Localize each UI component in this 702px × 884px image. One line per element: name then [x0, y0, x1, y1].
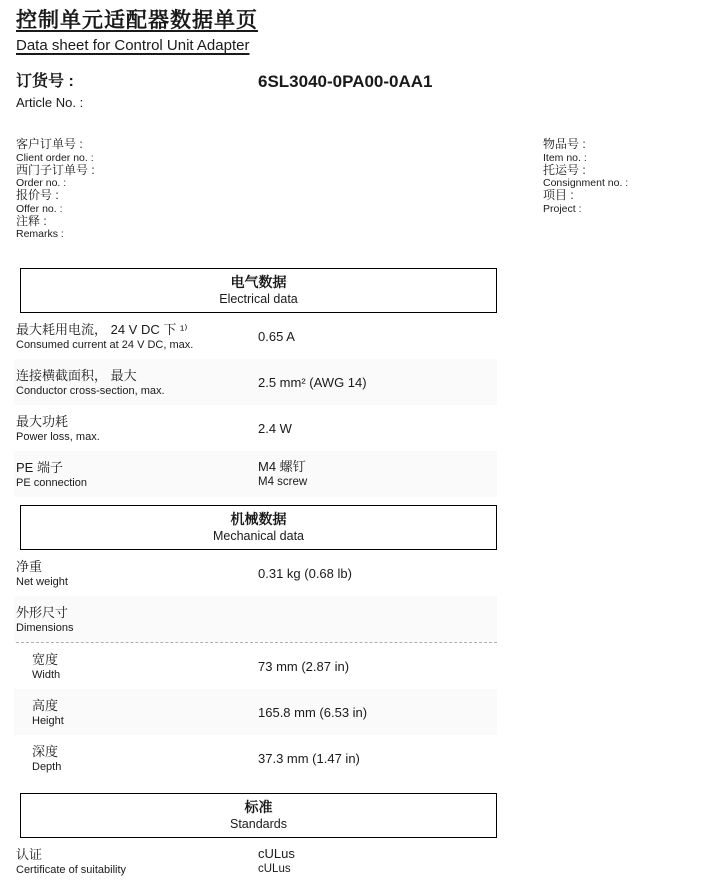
order-field-remarks — [16, 215, 543, 241]
row-value — [258, 741, 497, 775]
section-header-standards — [20, 793, 497, 838]
row-value-line1: 73 mm (2.87 in) — [258, 658, 350, 674]
row-label-zh: PE 端子 — [16, 460, 63, 475]
table-row-width — [14, 643, 497, 689]
page-title-zh: 控制单元适配器数据单页 — [16, 9, 258, 32]
row-label — [16, 319, 258, 353]
order-field-label-zh: 西门子订单号 : — [16, 162, 95, 177]
row-label-en: Height — [32, 715, 64, 727]
row-label-zh: 净重 — [16, 559, 43, 574]
row-value — [258, 319, 497, 353]
row-value — [258, 844, 497, 878]
row-value-line2: M4 screw — [258, 476, 308, 488]
order-field-label-en: Item no. : — [543, 151, 587, 164]
order-field-item-no — [543, 138, 702, 164]
article-label-en: Article No. : — [16, 95, 84, 110]
section-title-en: Electrical data — [219, 292, 298, 306]
row-value — [258, 649, 497, 683]
row-value — [258, 411, 497, 445]
row-label-en: Width — [32, 669, 61, 681]
spec-table — [14, 268, 497, 884]
row-value-line1: 0.65 A — [258, 328, 295, 344]
row-value — [258, 457, 497, 491]
row-label — [32, 741, 258, 775]
section-title-zh: 机械数据 — [230, 511, 287, 527]
section-title-en: Mechanical data — [212, 529, 305, 543]
row-label-zh: 最大功耗 — [16, 414, 69, 429]
row-label-zh: 最大耗用电流， 24 V DC 下 ¹⁾ — [16, 322, 188, 337]
order-field-label-en: Order no. : — [16, 177, 67, 189]
row-value — [258, 695, 497, 729]
order-field-project — [543, 189, 702, 215]
article-number-value: 6SL3040-0PA00-0AA1 — [258, 72, 433, 91]
table-row-pe-connection — [14, 451, 497, 497]
section-title-zh: 电气数据 — [230, 274, 287, 290]
row-value-line2: cULus — [258, 863, 291, 875]
article-label-zh: 订货号 : — [16, 73, 74, 90]
row-label-zh: 认证 — [16, 847, 43, 862]
order-field-label-zh: 托运号 : — [543, 162, 586, 177]
row-label-zh: 外形尺寸 — [16, 605, 69, 620]
section-header-mechanical — [20, 505, 497, 550]
order-field-offer-no — [16, 189, 543, 215]
row-label — [32, 695, 258, 729]
row-value — [258, 556, 497, 590]
row-label — [16, 844, 258, 878]
row-label-zh: 深度 — [32, 744, 59, 759]
row-value-line1: 2.5 mm² (AWG 14) — [258, 374, 367, 390]
order-info-block — [16, 138, 702, 240]
row-label-en: Certificate of suitability — [16, 864, 127, 876]
row-value-line1: 0.31 kg (0.68 lb) — [258, 565, 352, 581]
table-row-consumed-current — [14, 313, 497, 359]
row-label — [16, 556, 258, 590]
order-field-label-en: Project : — [543, 202, 582, 215]
row-value-line1: 37.3 mm (1.47 in) — [258, 750, 360, 766]
row-label-zh: 连接横截面积， 最大 — [16, 368, 137, 383]
row-value — [258, 365, 497, 399]
article-number-row — [16, 72, 702, 111]
order-field-label-en: Offer no. : — [16, 202, 63, 215]
row-label — [16, 411, 258, 445]
order-field-label-zh: 项目 : — [543, 188, 574, 202]
section-title-en: Standards — [230, 817, 287, 831]
row-value-line1: M4 螺钉 — [258, 459, 306, 474]
row-label-en: Power loss, max. — [16, 431, 100, 443]
row-value-line1: cULus — [258, 846, 295, 861]
row-label-en: Depth — [32, 761, 62, 773]
order-field-label-en: Remarks : — [16, 228, 64, 240]
row-value — [258, 602, 497, 636]
section-header-electrical — [20, 268, 497, 313]
row-label-en: Dimensions — [16, 622, 74, 634]
row-label-en: Conductor cross-section, max. — [16, 385, 165, 397]
table-row-depth — [14, 735, 497, 781]
order-field-client-order-no — [16, 138, 543, 164]
order-info-right-column — [543, 138, 702, 240]
row-label-en: Net weight — [16, 576, 68, 588]
order-field-consignment-no — [543, 164, 702, 190]
row-label-zh: 宽度 — [32, 652, 59, 667]
row-label-zh: 高度 — [32, 698, 59, 713]
row-label-en: PE connection — [16, 477, 87, 489]
row-label — [16, 457, 258, 491]
table-row-certificate — [14, 838, 497, 884]
row-label — [16, 365, 258, 399]
table-row-conductor-cross-section — [14, 359, 497, 405]
page-title-en: Data sheet for Control Unit Adapter — [16, 37, 250, 54]
row-label — [16, 602, 258, 636]
order-field-label-zh: 客户订单号 : — [16, 137, 83, 151]
order-field-label-zh: 注释 : — [16, 213, 47, 228]
order-field-label-zh: 报价号 : — [16, 188, 59, 202]
section-title-zh: 标准 — [244, 799, 273, 815]
table-row-power-loss — [14, 405, 497, 451]
row-label — [32, 649, 258, 683]
table-row-dimensions — [14, 596, 497, 642]
article-number-labels — [16, 72, 258, 111]
order-field-order-no — [16, 164, 543, 190]
order-field-label-en: Client order no. : — [16, 151, 94, 164]
row-value-line1: 2.4 W — [258, 420, 292, 436]
row-value-line1: 165.8 mm (6.53 in) — [258, 704, 368, 720]
order-field-label-en: Consignment no. : — [543, 177, 629, 189]
order-field-label-zh: 物品号 : — [543, 137, 586, 151]
order-info-left-column — [16, 138, 543, 240]
table-row-height — [14, 689, 497, 735]
table-row-net-weight — [14, 550, 497, 596]
row-label-en: Consumed current at 24 V DC, max. — [16, 339, 194, 351]
